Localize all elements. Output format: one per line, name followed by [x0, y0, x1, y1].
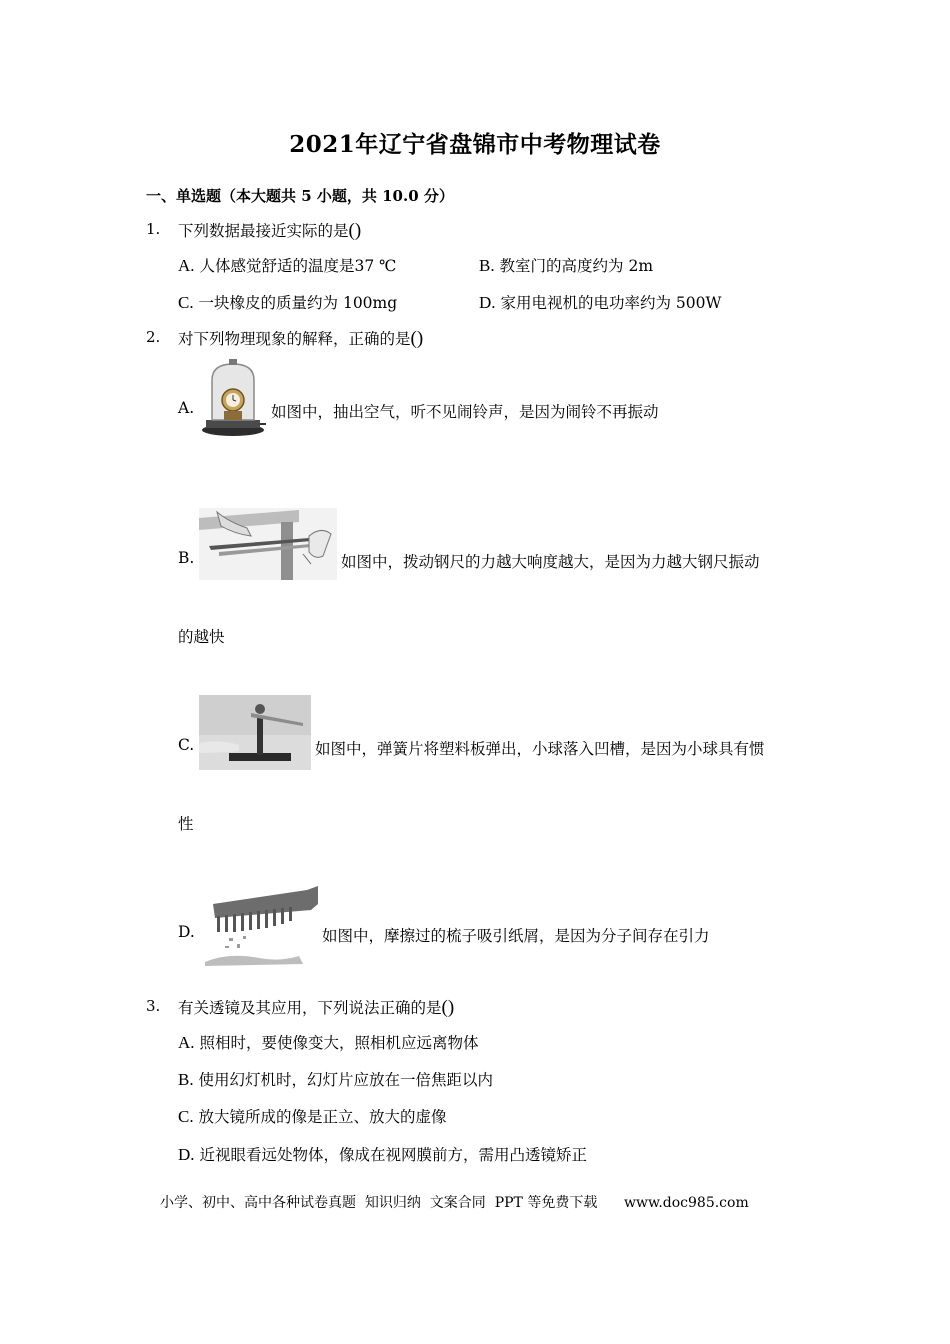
question-text — [178, 327, 423, 350]
option-text: 如图中，弹簧片将塑料板弹出，小球落入凹槽，是因为小球具有惯 — [315, 740, 765, 758]
inertia-apparatus-image — [199, 695, 311, 770]
option-letter: A. — [178, 256, 195, 275]
option-text: 人体感觉舒适的温度是37 ℃ — [199, 257, 397, 275]
option-letter: C. — [178, 736, 195, 754]
question-number: 1. — [146, 220, 161, 238]
answer-paren: () — [348, 220, 362, 241]
option-d — [178, 1143, 587, 1165]
option-letter: C. — [178, 293, 194, 312]
page-title: 2021年辽宁省盘锦市中考物理试卷 — [289, 131, 661, 158]
option-text: 如图中，摩擦过的梳子吸引纸屑，是因为分子间存在引力 — [322, 927, 710, 945]
option-text: 一块橡皮的质量约为 100mg — [198, 294, 398, 312]
question-text — [178, 219, 361, 242]
option-b — [479, 254, 653, 276]
option-letter: D. — [178, 1145, 195, 1164]
option-letter: A. — [178, 1033, 195, 1052]
comb-paper-image — [199, 882, 318, 967]
answer-paren: () — [410, 328, 424, 349]
answer-paren: () — [441, 997, 455, 1018]
option-text: 使用幻灯机时，幻灯片应放在一倍焦距以内 — [198, 1071, 494, 1089]
option-letter: C. — [178, 1107, 194, 1126]
option-letter: D. — [178, 923, 195, 941]
option-c — [178, 1105, 447, 1127]
question-stem: 对下列物理现象的解释，正确的是 — [178, 330, 411, 348]
option-text-continued: 性 — [178, 815, 194, 833]
option-letter: B. — [178, 549, 195, 567]
option-d — [479, 291, 721, 313]
option-text: 如图中，抽出空气，听不见闹铃声，是因为闹铃不再振动 — [271, 403, 659, 421]
question-stem: 下列数据最接近实际的是 — [178, 222, 349, 240]
option-letter: A. — [178, 399, 195, 417]
question-number: 2. — [146, 328, 161, 346]
steel-ruler-image — [199, 508, 337, 580]
option-text: 近视眼看远处物体，像成在视网膜前方，需用凸透镜矫正 — [199, 1146, 587, 1164]
question-number: 3. — [146, 997, 161, 1015]
page-footer: 小学、初中、高中各种试卷真题 知识归纳 文案合同 PPT 等免费下载 www.doc985.com — [160, 1195, 749, 1211]
option-b — [178, 1068, 493, 1090]
question-stem: 有关透镜及其应用，下列说法正确的是 — [178, 999, 442, 1017]
bell-jar-image — [200, 358, 266, 438]
option-text: 如图中，拨动钢尺的力越大响度越大，是因为力越大钢尺振动 — [341, 553, 760, 571]
question-text — [178, 996, 454, 1019]
option-c — [178, 291, 397, 313]
section-heading: 一、单选题（本大题共 5 小题，共 10.0 分） — [146, 187, 454, 205]
option-text: 放大镜所成的像是正立、放大的虚像 — [198, 1108, 447, 1126]
option-text: 家用电视机的电功率约为 500W — [500, 294, 722, 312]
option-letter: D. — [479, 293, 496, 312]
option-a — [178, 254, 396, 276]
option-text: 教室门的高度约为 2m — [499, 257, 654, 275]
option-text: 照相时，要使像变大，照相机应远离物体 — [199, 1034, 479, 1052]
option-a — [178, 1031, 478, 1053]
option-letter: B. — [178, 1070, 194, 1089]
option-letter: B. — [479, 256, 495, 275]
option-text-continued: 的越快 — [178, 628, 225, 646]
